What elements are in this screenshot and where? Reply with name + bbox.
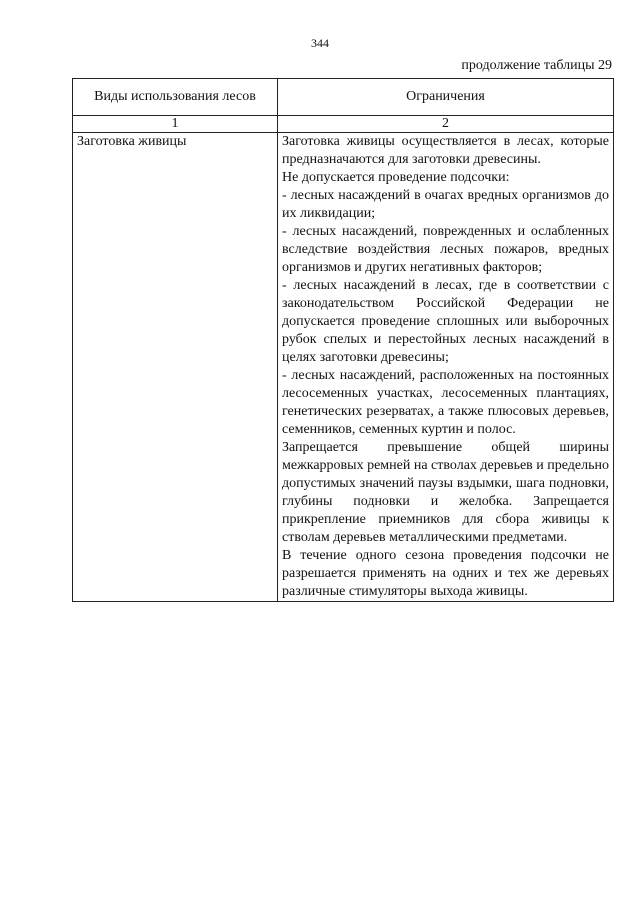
header-forest-use-types: Виды использования лесов [73, 79, 278, 116]
restriction-paragraph: - лесных насаждений в лесах, где в соответствии с законодательством Российской Федерации не допускается проведение сплошных или выборочных рубок спелых и перестойных лесных насаждений в целях заготовки древесины; [282, 278, 609, 365]
restriction-paragraph: Заготовка живицы осуществляется в лесах, которые предназначаются для заготовки древесины. [282, 134, 609, 167]
column-number-row [73, 116, 614, 133]
restriction-paragraph: Запрещается превышение общей ширины межкарровых ремней на стволах деревьев и предельно допустимых значений паузы вздымки, шага подновки, глубины подновки и желобка. Запрещается прикрепление приемников для сбора живицы к стволам деревьев металлическими предметами. [282, 440, 609, 545]
page-number: 344 [311, 36, 329, 50]
restriction-paragraph: В течение одного сезона проведения подсочки не разрешается применять на одних и тех же деревьях различные стимуляторы выхода живицы. [282, 548, 609, 599]
table-header-row [73, 79, 614, 116]
restrictions-table [72, 78, 614, 602]
restriction-paragraph: - лесных насаждений в очагах вредных организмов до их ликвидации; [282, 188, 609, 221]
column-number-1: 1 [73, 116, 278, 133]
header-restrictions: Ограничения [278, 79, 614, 116]
forest-use-type-cell: Заготовка живицы [73, 133, 278, 602]
column-number-2: 2 [278, 116, 614, 133]
table-continuation-label: продолжение таблицы 29 [461, 58, 612, 73]
table-row [73, 133, 614, 602]
restrictions-cell [278, 133, 614, 602]
restriction-paragraph: Не допускается проведение подсочки: [282, 170, 510, 185]
restriction-paragraph: - лесных насаждений, расположенных на постоянных лесосеменных участках, лесосеменных плантациях, генетических резерватах, а также плюсовых деревьев, семенников, семенных куртин и полос. [282, 368, 609, 437]
restriction-paragraph: - лесных насаждений, поврежденных и ослабленных вследствие воздействия лесных пожаров, вредных организмов и других негативных факторов; [282, 224, 609, 275]
